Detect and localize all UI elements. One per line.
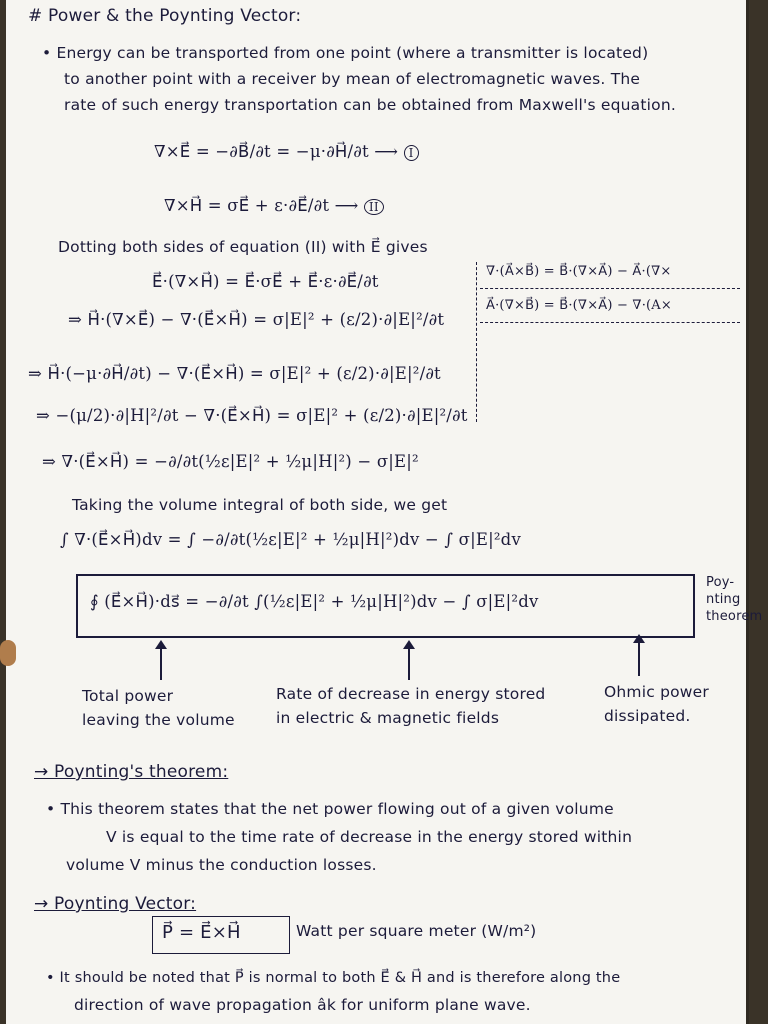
poynting-label-line-1: Poy- [706,575,735,590]
theorem-line-2: V is equal to the time rate of decrease in the energy stored within [106,828,633,846]
page-title: # Power & the Poynting Vector: [28,6,302,26]
poynting-label-line-3: theorem [706,609,763,624]
step-3: ⇒ H⃗·(−μ·∂H⃗/∂t) − ∇·(E⃗×H⃗) = σ|E|² + (ε/2)·∂|E|²/∂t [28,364,441,383]
identity-2: A⃗·(∇×B⃗) = B⃗·(∇×A⃗) − ∇·(A× [486,298,672,313]
note-line-2: direction of wave propagation âk for uniform plane wave. [74,996,531,1014]
note-line-1: • It should be noted that P⃗ is normal to both E⃗ & H⃗ and is therefore along the [46,970,621,986]
poynting-label-line-2: nting [706,592,741,607]
step-1: E⃗·(∇×H⃗) = E⃗·σE⃗ + E⃗·ε·∂E⃗/∂t [152,272,379,291]
poynting-label [706,574,762,625]
volume-integral: ∫ ∇·(E⃗×H⃗)dv = ∫ −∂/∂t(½ε|E|² + ½μ|H|²)dv − ∫ σ|E|²dv [60,530,521,549]
label-total-line-1: Total power [82,687,174,705]
taking-text: Taking the volume integral of both side, we get [72,496,448,514]
theorem-line-3: volume V minus the conduction losses. [66,856,377,874]
notebook-page [6,0,763,1024]
label-rate-line-2: in electric & magnetic fields [276,709,500,727]
label-total-power [82,684,235,732]
intro-line-1: • Energy can be transported from one point (where a transmitter is located) [42,44,649,62]
label-ohmic-line-2: dissipated. [604,707,691,725]
label-total-line-2: leaving the volume [82,711,235,729]
label-energy-rate [276,682,545,730]
arrow-energy-rate [408,648,410,680]
label-ohmic-power [604,680,709,728]
intro-line-2: to another point with a receiver by mean of electromagnetic waves. The [64,70,641,88]
equation-ii-text: ∇×H⃗ = σE⃗ + ε·∂E⃗/∂t ⟶ [164,196,359,215]
equation-i-tag: I [404,145,419,161]
dotting-text: Dotting both sides of equation (II) with E⃗ gives [58,238,428,256]
poynting-vector-equation: P⃗ = E⃗×H⃗ [162,922,241,943]
equation-i-text: ∇×E⃗ = −∂B⃗/∂t = −μ·∂H⃗/∂t ⟶ [154,142,399,161]
step-5: ⇒ ∇·(E⃗×H⃗) = −∂/∂t(½ε|E|² + ½μ|H|²) − σ|E|² [42,452,419,471]
identity-separator-1 [480,288,740,289]
step-2: ⇒ H⃗·(∇×E⃗) − ∇·(E⃗×H⃗) = σ|E|² + (ε/2)·∂|E|²/∂t [68,310,445,329]
equation-ii [164,196,384,215]
identity-1: ∇·(A⃗×B⃗) = B⃗·(∇×A⃗) − A⃗·(∇× [486,264,672,279]
step-4: ⇒ −(μ/2)·∂|H|²/∂t − ∇·(E⃗×H⃗) = σ|E|² + (ε/2)·∂|E|²/∂t [36,406,468,425]
equation-i [154,142,419,161]
identity-divider [476,262,477,422]
label-rate-line-1: Rate of decrease in energy stored [276,685,546,703]
poynting-equation: ∮ (E⃗×H⃗)·ds⃗ = −∂/∂t ∫(½ε|E|² + ½μ|H|²)dv − ∫ σ|E|²dv [90,592,539,611]
arrow-total-power [160,648,162,680]
theorem-line-1: • This theorem states that the net power flowing out of a given volume [46,800,614,818]
intro-line-3: rate of such energy transportation can be obtained from Maxwell's equation. [64,96,676,114]
poynting-vector-unit: Watt per square meter (W/m²) [296,922,537,940]
identity-separator-2 [480,322,740,323]
equation-ii-tag: II [364,199,384,215]
theorem-heading: → Poynting's theorem: [34,762,229,782]
label-ohmic-line-1: Ohmic power [604,683,709,701]
vector-heading: → Poynting Vector: [34,894,197,914]
notebook-spiral-mark [0,640,16,666]
arrow-ohmic-power [638,642,640,676]
